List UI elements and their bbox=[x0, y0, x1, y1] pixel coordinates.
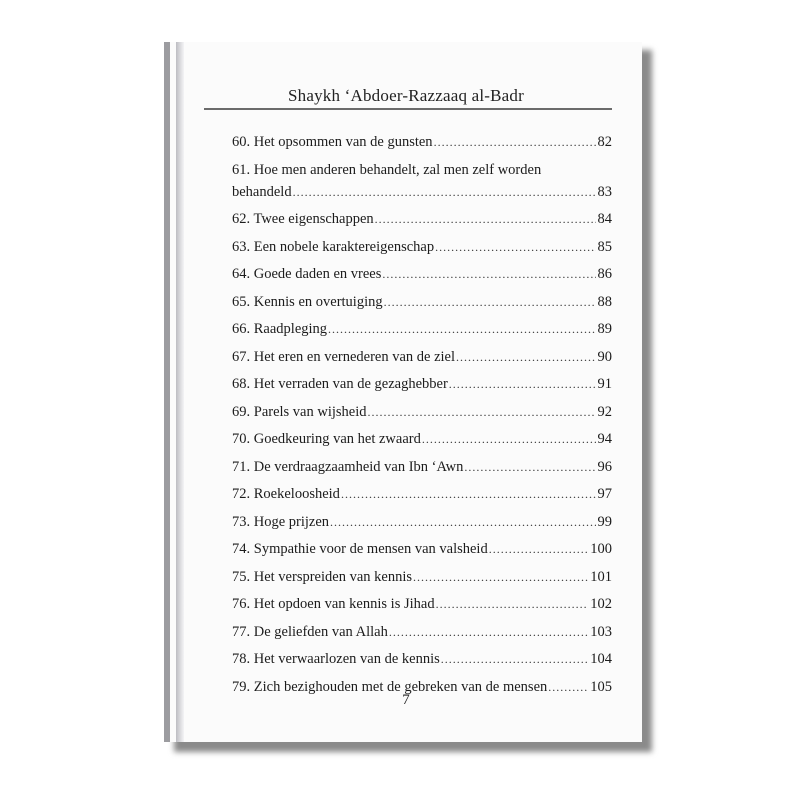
toc-page: 85 bbox=[597, 238, 612, 255]
toc-title: 62. Twee eigenschappen bbox=[232, 211, 374, 227]
toc-leader bbox=[293, 180, 596, 204]
toc-entry bbox=[232, 537, 612, 565]
toc-title: 78. Het verwaarlozen van de kennis bbox=[232, 651, 440, 667]
toc-page: 91 bbox=[597, 376, 612, 392]
toc-leader bbox=[382, 262, 595, 286]
toc-entry bbox=[232, 482, 612, 510]
toc-entry bbox=[232, 317, 612, 345]
toc-page: 100 bbox=[590, 541, 612, 557]
toc-entry bbox=[232, 620, 612, 648]
toc-page: 83 bbox=[597, 183, 612, 200]
toc-title: 75. Het verspreiden van kennis bbox=[232, 568, 412, 585]
toc-entry bbox=[232, 372, 612, 400]
toc-leader bbox=[441, 647, 588, 671]
toc-title: 63. Een nobele karaktereigenschap bbox=[232, 238, 435, 255]
toc-entry bbox=[232, 290, 612, 318]
toc-title: 66. Raadpleging bbox=[232, 321, 328, 337]
toc-leader bbox=[368, 400, 596, 424]
toc-entry bbox=[232, 345, 612, 373]
toc-page: 97 bbox=[597, 486, 612, 502]
toc-entry bbox=[232, 262, 612, 290]
toc-entry bbox=[232, 130, 612, 158]
toc-title: 71. De verdraagzaamheid van Ibn ‘Awn bbox=[232, 458, 464, 475]
toc-title: 67. Het eren en vernederen van de ziel bbox=[232, 348, 456, 365]
toc-entry bbox=[232, 235, 612, 263]
toc-leader bbox=[389, 620, 588, 644]
toc-leader bbox=[464, 455, 595, 479]
toc-leader bbox=[375, 207, 596, 231]
book-page bbox=[164, 42, 642, 742]
toc-title: 65. Kennis en overtuiging bbox=[232, 293, 383, 310]
toc-leader bbox=[434, 130, 596, 154]
running-header: Shaykh ‘Abdoer-Razzaaq al-Badr bbox=[287, 86, 524, 105]
toc-entry bbox=[232, 565, 612, 593]
toc-title: 61. Hoe men anderen behandelt, zal men zelf worden bbox=[232, 161, 542, 178]
toc-entry bbox=[232, 455, 612, 483]
toc-entry bbox=[232, 647, 612, 675]
toc-page: 86 bbox=[597, 266, 612, 282]
toc-entry bbox=[232, 207, 612, 235]
toc-leader bbox=[422, 427, 596, 451]
toc-title: 69. Parels van wijsheid bbox=[232, 403, 367, 420]
toc-leader bbox=[328, 317, 595, 341]
toc-leader bbox=[330, 510, 595, 534]
toc-title: 77. De geliefden van Allah bbox=[232, 623, 388, 640]
book-spine bbox=[176, 42, 184, 742]
toc-page: 99 bbox=[597, 513, 612, 530]
toc-entry bbox=[232, 400, 612, 428]
toc-title: 74. Sympathie voor de mensen van valsheid bbox=[232, 541, 488, 557]
toc-title: 72. Roekeloosheid bbox=[232, 486, 340, 502]
toc-page: 82 bbox=[597, 134, 612, 150]
page-number: 7 bbox=[402, 692, 410, 708]
toc-page: 84 bbox=[597, 211, 612, 227]
toc-page: 103 bbox=[590, 623, 612, 640]
toc-leader bbox=[456, 345, 595, 369]
toc-leader bbox=[449, 372, 596, 396]
toc-entry bbox=[232, 510, 612, 538]
toc-title: 76. Het opdoen van kennis is Jihad bbox=[232, 596, 435, 612]
toc-title: 79. Zich bezighouden met de gebreken van de mensen bbox=[232, 678, 548, 695]
toc-entry bbox=[232, 158, 612, 208]
toc-title: 68. Het verraden van de gezaghebber bbox=[232, 376, 448, 392]
toc-page: 102 bbox=[590, 596, 612, 612]
toc-page: 104 bbox=[590, 651, 612, 667]
toc-leader bbox=[489, 537, 589, 561]
toc-title: 70. Goedkeuring van het zwaard bbox=[232, 431, 421, 447]
toc-page: 105 bbox=[590, 678, 612, 695]
toc-title: 60. Het opsommen van de gunsten bbox=[232, 134, 433, 150]
toc-page: 89 bbox=[597, 321, 612, 337]
toc-leader bbox=[436, 592, 589, 616]
toc-page: 92 bbox=[597, 403, 612, 420]
toc-leader bbox=[341, 482, 596, 506]
toc-leader bbox=[413, 565, 588, 589]
toc-entry bbox=[232, 427, 612, 455]
toc-title: 73. Hoge prijzen bbox=[232, 513, 330, 530]
toc-leader bbox=[435, 235, 595, 259]
toc-title: 64. Goede daden en vrees bbox=[232, 266, 382, 282]
toc-page: 101 bbox=[590, 568, 612, 585]
toc-page: 90 bbox=[597, 348, 612, 365]
header-rule bbox=[204, 108, 612, 110]
toc-page: 88 bbox=[597, 293, 612, 310]
toc-leader bbox=[384, 290, 596, 314]
toc-page: 94 bbox=[597, 431, 612, 447]
toc-page: 96 bbox=[597, 458, 612, 475]
table-of-contents bbox=[232, 130, 612, 702]
toc-title-continued: behandeld bbox=[232, 183, 292, 200]
toc-entry bbox=[232, 592, 612, 620]
